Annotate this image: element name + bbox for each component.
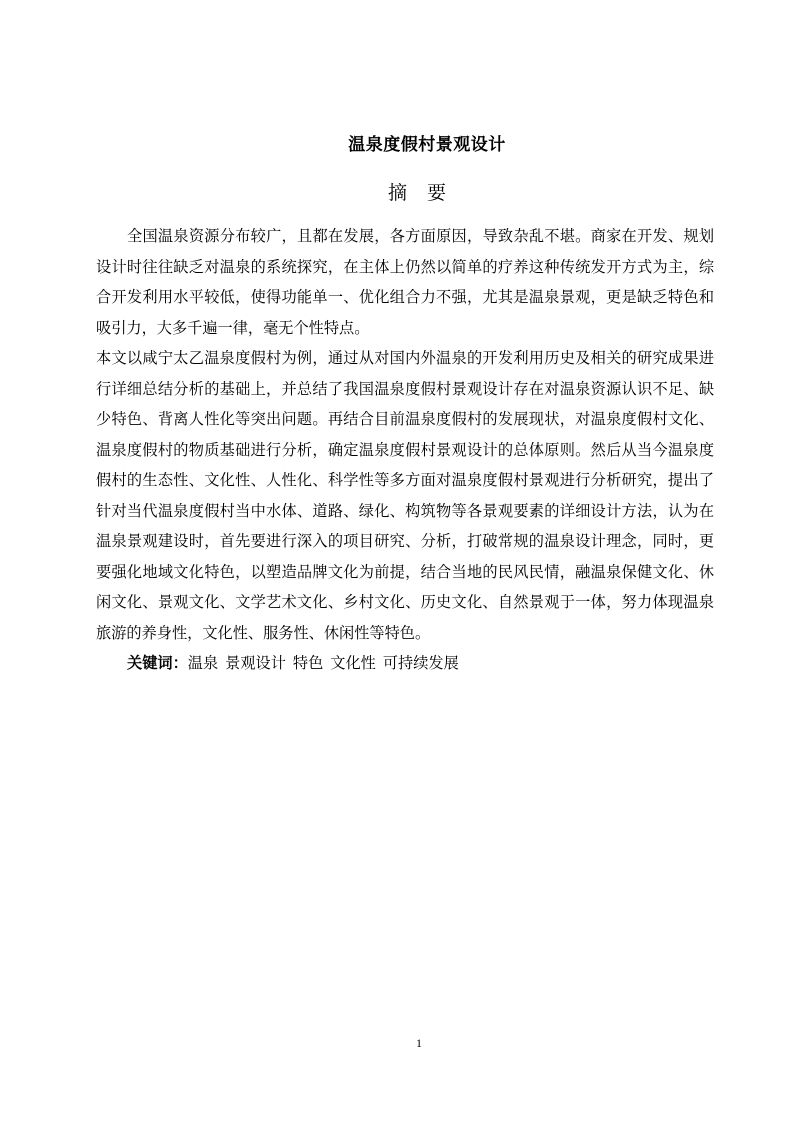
keyword: 景观设计 <box>225 654 286 672</box>
abstract-heading: 摘要 <box>387 182 466 204</box>
keyword: 特色 <box>292 654 324 672</box>
keywords-line <box>96 648 714 679</box>
document-title: 温泉度假村景观设计 <box>348 135 506 155</box>
abstract-paragraph: 本文以咸宁太乙温泉度假村为例，通过从对国内外温泉的开发利用历史及相关的研究成果进行详细总结分析的基础上，并总结了我国温泉度假村景观设计存在对温泉资源认识不足、缺少特色、背离人性化等突出问题。再结合目前温泉度假村的发展现状，对温泉度假村文化、温泉度假村的物质基础进行分析，确定温泉度假村景观设计的总体原则。然后从当今温泉度假村的生态性、文化性、人性化、科学性等多方面对温泉度假村景观进行分析研究，提出了针对当代温泉度假村当中水体、道路、绿化、构筑物等各景观要素的详细设计方法，认为在温泉景观建设时，首先要进行深入的项目研究、分析，打破常规的温泉设计理念，同时，更要强化地域文化特色，以塑造品牌文化为前提，结合当地的民风民情，融温泉保健文化、休闲文化、景观文化、文学艺术文化、乡村文化、历史文化、自然景观于一体，努力体现温泉旅游的养身性，文化性、服务性、休闲性等特色。 <box>96 349 714 642</box>
keyword: 温泉 <box>187 654 219 672</box>
abstract-paragraph: 全国温泉资源分布较广，且都在发展，各方面原因，导致杂乱不堪。商家在开发、规划设计时往往缺乏对温泉的系统探究，在主体上仍然以简单的疗养这种传统发开方式为主，综合开发利用水平较低，使得功能单一、优化组合力不强，尤其是温泉景观，更是缺乏特色和吸引力，大多千遍一律，毫无个性特点。 <box>96 227 714 337</box>
keyword: 文化性 <box>330 654 376 672</box>
abstract-body <box>96 221 714 679</box>
keywords-label: 关键词： <box>127 654 188 672</box>
page-number: 1 <box>416 1036 422 1050</box>
keyword: 可持续发展 <box>382 654 459 672</box>
